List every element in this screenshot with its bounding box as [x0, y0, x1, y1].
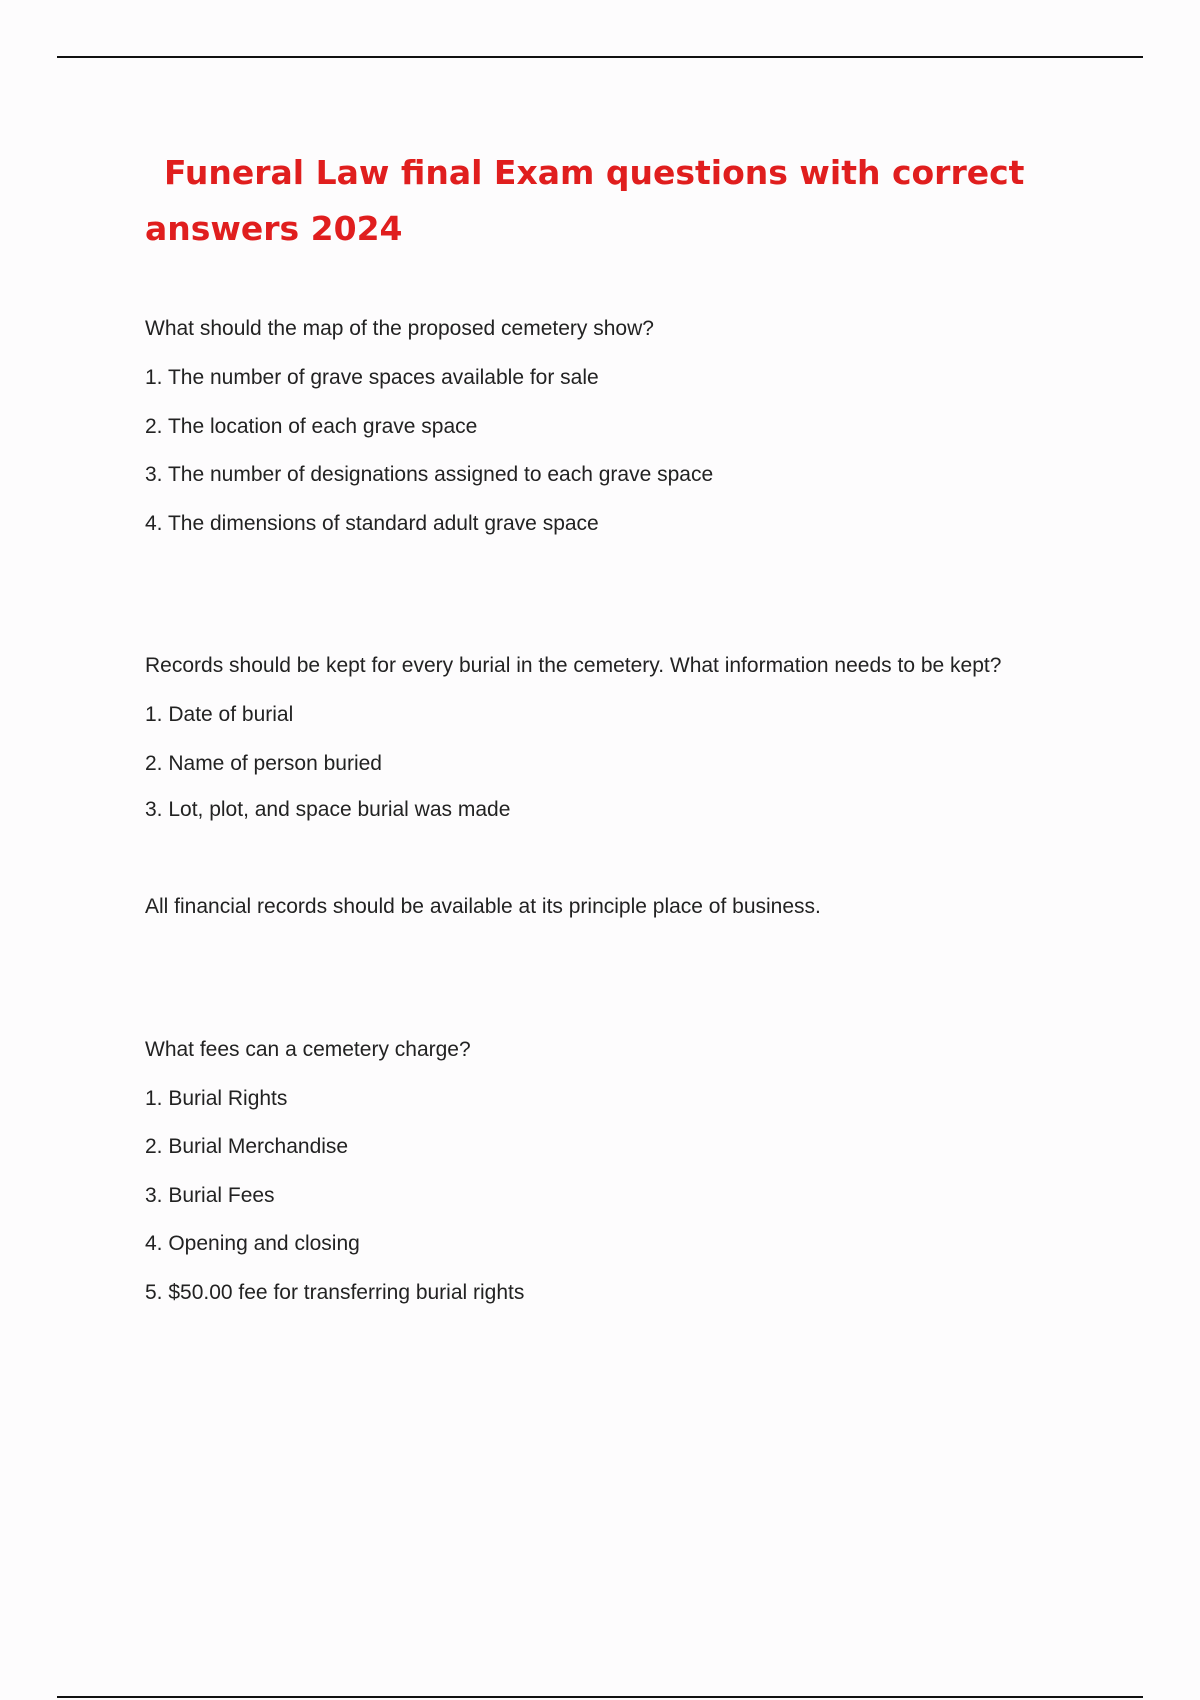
list-item: 1. Burial Rights: [145, 1087, 288, 1110]
list-item: 1. The number of grave spaces available for sale: [145, 366, 599, 389]
list-item: 2. Burial Merchandise: [145, 1135, 349, 1158]
list-item: 5. $50.00 fee for transferring burial rights: [145, 1281, 525, 1304]
document-title: Funeral Law final Exam questions with correct answers 2024: [145, 153, 1025, 248]
top-rule: [57, 56, 1143, 58]
list-item: 3. The number of designations assigned to each grave space: [145, 463, 714, 486]
list-item: 2. Name of person buried: [145, 752, 382, 775]
list-item: 1. Date of burial: [145, 703, 294, 726]
question-cemetery-map: What should the map of the proposed cemetery show?: [145, 317, 654, 340]
list-item: 2. The location of each grave space: [145, 415, 478, 438]
list-item: 3. Burial Fees: [145, 1184, 275, 1207]
list-item: 4. The dimensions of standard adult grave space: [145, 512, 599, 535]
list-item: 3. Lot, plot, and space burial was made: [145, 798, 511, 821]
question-cemetery-fees: What fees can a cemetery charge?: [145, 1038, 471, 1061]
question-burial-records: Records should be kept for every burial in the cemetery. What information needs to be kept?: [145, 654, 1002, 677]
list-item: 4. Opening and closing: [145, 1232, 360, 1255]
financial-records-statement: All financial records should be available at its principle place of business.: [145, 895, 821, 918]
bottom-rule: [57, 1696, 1143, 1698]
